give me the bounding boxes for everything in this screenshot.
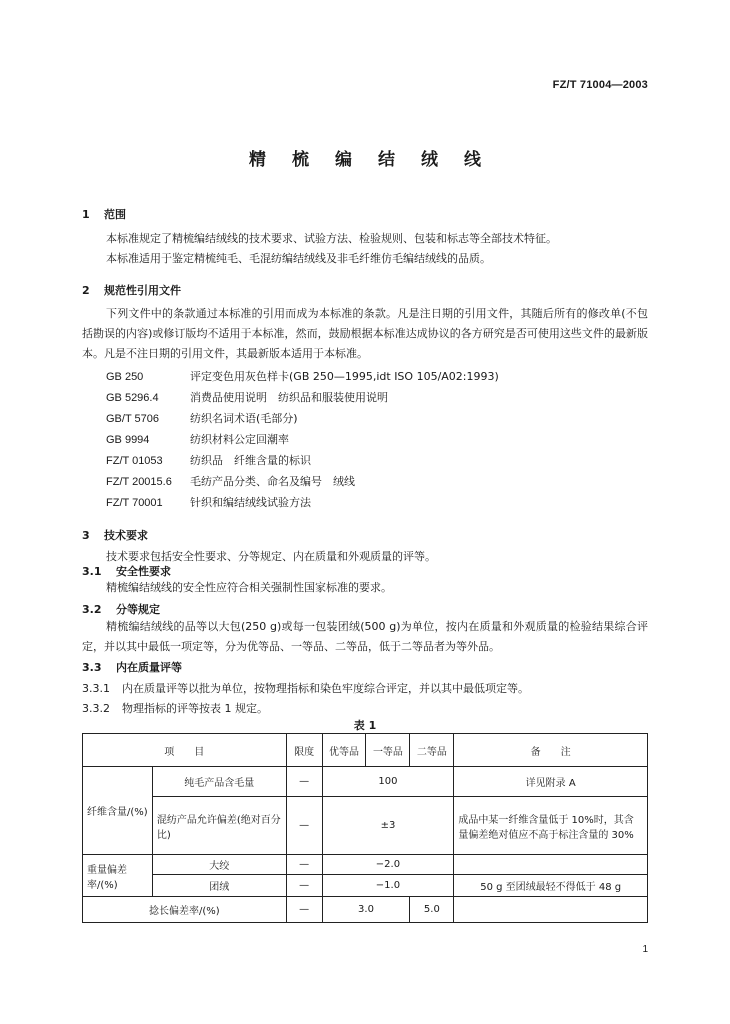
section-number: 3.3	[82, 661, 102, 674]
row-item: 大绞	[152, 855, 286, 875]
section-1-paragraph-1: 本标准规定了精梳编结绒线的技术要求、试验方法、检验规则、包装和标志等全部技术特征。	[106, 232, 557, 245]
reference-code: GB 5296.4	[106, 392, 159, 404]
page-number: 1	[642, 944, 648, 955]
section-number: 3.3.1	[82, 682, 110, 695]
section-3-3-1	[82, 680, 529, 696]
reference-title: 针织和编结绒线试验方法	[190, 496, 311, 509]
reference-item	[106, 431, 289, 447]
reference-item	[106, 389, 388, 405]
header-item: 项 目	[83, 734, 287, 767]
section-title: 安全性要求	[116, 565, 171, 578]
section-number: 1	[82, 208, 90, 221]
row-value: ±3	[322, 797, 454, 855]
weight-deviation-label: 重量偏差率/(%)	[83, 855, 153, 897]
row-item: 混纺产品允许偏差(绝对百分比)	[152, 797, 286, 855]
reference-code: FZ/T 20015.6	[106, 476, 172, 488]
section-number: 3.3.2	[82, 702, 110, 715]
section-number: 3	[82, 529, 90, 542]
reference-code: GB/T 5706	[106, 413, 159, 425]
row-limit: —	[286, 897, 322, 923]
row-item: 纯毛产品含毛量	[152, 767, 286, 797]
section-3-heading	[82, 527, 148, 543]
table-row	[83, 897, 648, 923]
reference-code: FZ/T 01053	[106, 455, 163, 467]
row-note: 50 g 至团绒最轻不得低于 48 g	[454, 875, 648, 897]
row-value: −1.0	[322, 875, 454, 897]
header-first-grade: 一等品	[366, 734, 410, 767]
reference-code: GB 250	[106, 371, 144, 383]
reference-title: 消费品使用说明 纺织品和服装使用说明	[190, 391, 388, 404]
section-number: 2	[82, 284, 90, 297]
section-3-paragraph: 技术要求包括安全性要求、分等规定、内在质量和外观质量的评等。	[106, 550, 436, 563]
reference-code: FZ/T 70001	[106, 497, 163, 509]
table-row	[83, 875, 648, 897]
reference-title: 纺织品 纤维含量的标识	[190, 454, 311, 467]
section-3-3-heading	[82, 659, 182, 675]
row-limit: —	[286, 797, 322, 855]
reference-item	[106, 410, 298, 426]
table-row	[83, 797, 648, 855]
reference-item	[106, 368, 499, 384]
section-3-2-paragraph: 精梳编结绒线的品等以大包(250 g)或每一包装团绒(500 g)为单位，按内在质量和外观质量的检验结果综合评定，并以其中最低一项定等，分为优等品、一等品、二等品，低于二等品者为等外品。	[82, 620, 648, 653]
table-header-row	[83, 734, 648, 767]
reference-item	[106, 452, 311, 468]
row-note: 成品中某一纤维含量低于 10%时，其含量偏差绝对值应不高于标注含量的 30%	[454, 797, 648, 855]
standard-code: FZ/T 71004—2003	[552, 79, 648, 91]
reference-title: 评定变色用灰色样卡(GB 250—1995,idt ISO 105/A02:1993)	[190, 370, 499, 383]
row-value-second: 5.0	[410, 897, 454, 923]
reference-title: 纺织材料公定回潮率	[190, 433, 289, 446]
section-title: 技术要求	[104, 529, 148, 542]
row-note: 详见附录 A	[454, 767, 648, 797]
row-limit: —	[286, 875, 322, 897]
row-item: 捻长偏差率/(%)	[83, 897, 287, 923]
section-2-paragraph: 下列文件中的条款通过本标准的引用而成为本标准的条款。凡是注日期的引用文件，其随后所有的修改单(不包括勘误的内容)或修订版均不适用于本标准，然而，鼓励根据本标准达成协议的各方研究是否可使用这些文件的最新版本。凡是不注日期的引用文件，其最新版本适用于本标准。	[82, 307, 648, 360]
row-item: 团绒	[152, 875, 286, 897]
row-value: −2.0	[322, 855, 454, 875]
reference-title: 纺织名词术语(毛部分)	[190, 412, 298, 425]
reference-item	[106, 494, 311, 510]
row-value-premium-first: 3.0	[322, 897, 410, 923]
row-value: 100	[322, 767, 454, 797]
table-row	[83, 767, 648, 797]
section-number: 3.1	[82, 565, 102, 578]
row-limit: —	[286, 855, 322, 875]
row-limit: —	[286, 767, 322, 797]
reference-code: GB 9994	[106, 434, 150, 446]
row-note	[454, 855, 648, 875]
header-remarks: 备 注	[454, 734, 648, 767]
section-text: 物理指标的评等按表 1 规定。	[122, 702, 268, 715]
section-1-heading	[82, 206, 126, 222]
table-caption: 表 1	[353, 719, 377, 732]
row-note	[454, 897, 648, 923]
section-title: 内在质量评等	[116, 661, 182, 674]
fiber-content-label: 纤维含量/(%)	[83, 767, 153, 855]
section-text: 内在质量评等以批为单位，按物理指标和染色牢度综合评定，并以其中最低项定等。	[122, 682, 529, 695]
section-title: 规范性引用文件	[104, 284, 181, 297]
header-limit: 限度	[286, 734, 322, 767]
section-3-2-heading	[82, 601, 160, 617]
document-title: 精梳编结绒线	[249, 150, 507, 170]
physical-index-table	[82, 733, 648, 923]
section-1-paragraph-2: 本标准适用于鉴定精梳纯毛、毛混纺编结绒线及非毛纤维仿毛编结绒线的品质。	[106, 252, 491, 265]
section-number: 3.2	[82, 603, 102, 616]
reference-title: 毛纺产品分类、命名及编号 绒线	[190, 475, 355, 488]
reference-item	[106, 473, 355, 489]
section-title: 范围	[104, 208, 126, 221]
header-premium: 优等品	[322, 734, 366, 767]
header-second-grade: 二等品	[410, 734, 454, 767]
section-title: 分等规定	[116, 603, 160, 616]
section-2-heading	[82, 282, 181, 298]
section-3-3-2	[82, 700, 268, 716]
table-row	[83, 855, 648, 875]
section-3-1-paragraph: 精梳编结绒线的安全性应符合相关强制性国家标准的要求。	[106, 581, 392, 594]
section-3-1-heading	[82, 563, 171, 579]
